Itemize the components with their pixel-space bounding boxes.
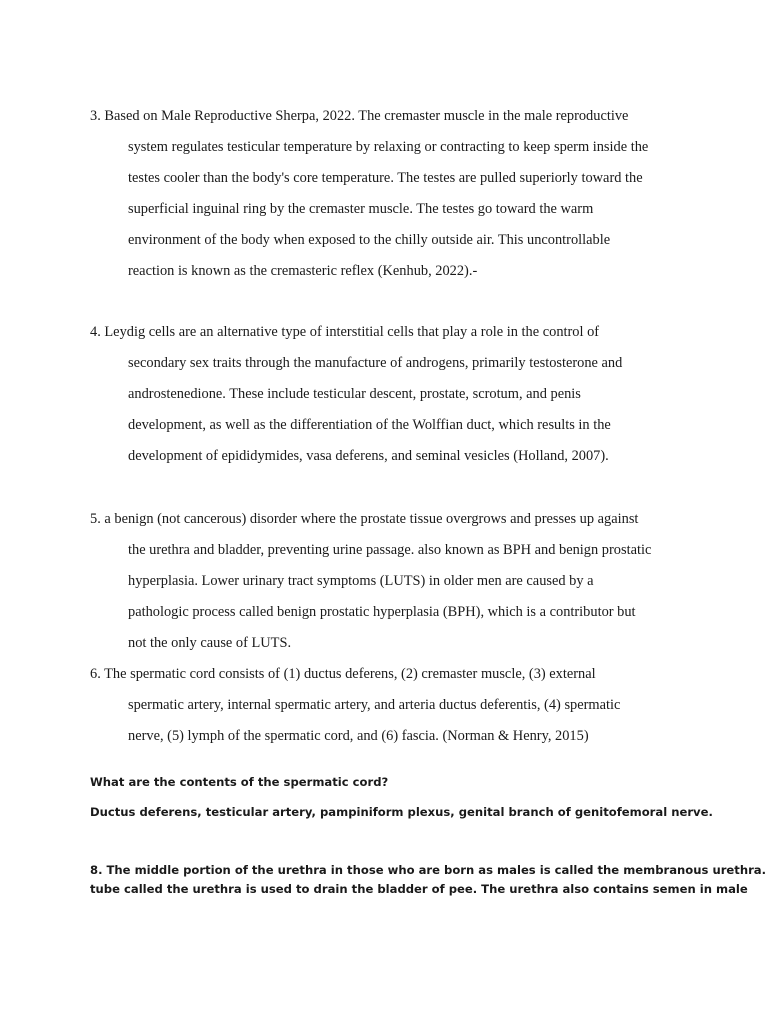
item-5-line-4: pathologic process called benign prostatic hyperplasia (BPH), which is a contributor but (128, 604, 636, 620)
item-5-line-1: 5. a benign (not cancerous) disorder where the prostate tissue overgrows and presses up against (90, 511, 639, 527)
item-4-line-2: secondary sex traits through the manufacture of androgens, primarily testosterone and (128, 355, 623, 371)
item-5-line-3: hyperplasia. Lower urinary tract symptoms (LUTS) in older men are caused by a (128, 573, 594, 589)
item-5-line-5: not the only cause of LUTS. (128, 635, 292, 651)
item-6-line-1: 6. The spermatic cord consists of (1) ductus deferens, (2) cremaster muscle, (3) external (90, 666, 596, 682)
item-3-line-4: superficial inguinal ring by the cremaster muscle. The testes go toward the warm (128, 201, 594, 217)
item-3-line-2: system regulates testicular temperature by relaxing or contracting to keep sperm inside the (128, 139, 649, 155)
item-8-line-1: 8. The middle portion of the urethra in those who are born as males is called the membranous urethra. (90, 863, 767, 877)
item-3-line-1: 3. Based on Male Reproductive Sherpa, 2022. The cremaster muscle in the male reproductive (90, 108, 629, 124)
question-heading: What are the contents of the spermatic cord? (90, 775, 389, 789)
item-6-line-2: spermatic artery, internal spermatic artery, and arteria ductus deferentis, (4) spermatic (128, 697, 621, 713)
answer-text: Ductus deferens, testicular artery, pampiniform plexus, genital branch of genitofemoral nerve. (90, 805, 713, 819)
item-5-line-2: the urethra and bladder, preventing urine passage. also known as BPH and benign prostatic (128, 542, 652, 558)
item-4-line-5: development of epididymides, vasa deferens, and seminal vesicles (Holland, 2007). (128, 448, 609, 464)
item-4-line-1: 4. Leydig cells are an alternative type of interstitial cells that play a role in the control of (90, 324, 600, 340)
item-3-line-3: testes cooler than the body's core temperature. The testes are pulled superiorly toward the (128, 170, 643, 186)
item-6-line-3: nerve, (5) lymph of the spermatic cord, and (6) fascia. (Norman & Henry, 2015) (128, 728, 589, 744)
item-3-line-6: reaction is known as the cremasteric reflex (Kenhub, 2022).- (128, 263, 478, 279)
item-3-line-5: environment of the body when exposed to the chilly outside air. This uncontrollable (128, 232, 611, 248)
item-8-line-2: tube called the urethra is used to drain the bladder of pee. The urethra also contains semen in male (90, 882, 748, 896)
item-4-line-4: development, as well as the differentiation of the Wolffian duct, which results in the (128, 417, 611, 433)
item-4-line-3: androstenedione. These include testicular descent, prostate, scrotum, and penis (128, 386, 581, 402)
